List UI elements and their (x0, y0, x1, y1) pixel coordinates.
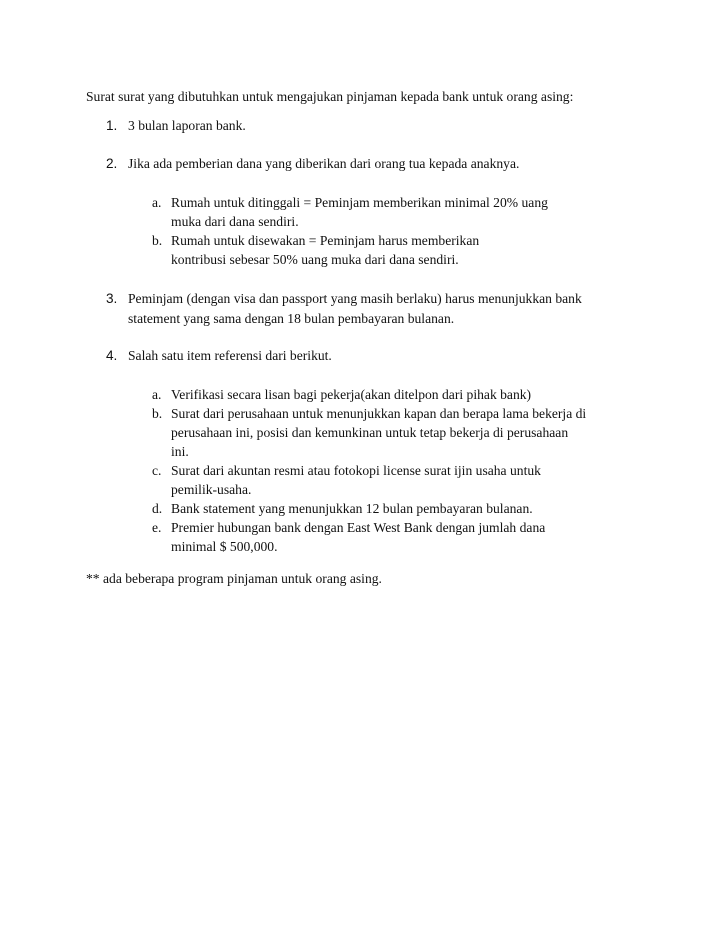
item-4c-line-2: pemilik-usaha. (171, 482, 252, 497)
item-3-line-2: statement yang sama dengan 18 bulan pembayaran bulanan. (128, 311, 455, 326)
item-4a-letter: a. (152, 387, 162, 402)
item-1-number: 1. (106, 118, 118, 133)
item-4a-line-1: Verifikasi secara lisan bagi pekerja(akan ditelpon dari pihak bank) (171, 387, 532, 402)
item-4-text: Salah satu item referensi dari berikut. (128, 348, 332, 363)
footnote-text: ** ada beberapa program pinjaman untuk orang asing. (86, 571, 382, 586)
item-2b-letter: b. (152, 233, 163, 248)
item-4b-line-3: ini. (171, 444, 189, 459)
item-3-number: 3. (106, 291, 118, 306)
item-4c-line-1: Surat dari akuntan resmi atau fotokopi license surat ijin usaha untuk (171, 463, 541, 478)
item-4e-letter: e. (152, 520, 162, 535)
item-2a-letter: a. (152, 195, 162, 210)
item-2-text: Jika ada pemberian dana yang diberikan dari orang tua kepada anaknya. (128, 156, 520, 171)
item-4b-line-1: Surat dari perusahaan untuk menunjukkan kapan dan berapa lama bekerja di (171, 406, 587, 421)
item-2-number: 2. (106, 156, 118, 171)
item-2b-line-1: Rumah untuk disewakan = Peminjam harus memberikan (171, 233, 480, 248)
item-2b-line-2: kontribusi sebesar 50% uang muka dari dana sendiri. (171, 252, 459, 267)
item-1-text: 3 bulan laporan bank. (128, 118, 246, 133)
item-4e-line-2: minimal $ 500,000. (171, 539, 278, 554)
item-3-line-1: Peminjam (dengan visa dan passport yang masih berlaku) harus menunjukkan bank (128, 291, 582, 306)
item-4c-letter: c. (152, 463, 162, 478)
item-4d-line-1: Bank statement yang menunjukkan 12 bulan pembayaran bulanan. (171, 501, 533, 516)
item-4-number: 4. (106, 348, 118, 363)
item-4e-line-1: Premier hubungan bank dengan East West Bank dengan jumlah dana (171, 520, 546, 535)
intro-text: Surat surat yang dibutuhkan untuk mengajukan pinjaman kepada bank untuk orang asing: (86, 89, 574, 104)
item-4b-line-2: perusahaan ini, posisi dan kemunkinan untuk tetap bekerja di perusahaan (171, 425, 569, 440)
item-2a-line-2: muka dari dana sendiri. (171, 214, 299, 229)
item-4b-letter: b. (152, 406, 163, 421)
item-4d-letter: d. (152, 501, 163, 516)
item-2a-line-1: Rumah untuk ditinggali = Peminjam memberikan minimal 20% uang (171, 195, 548, 210)
